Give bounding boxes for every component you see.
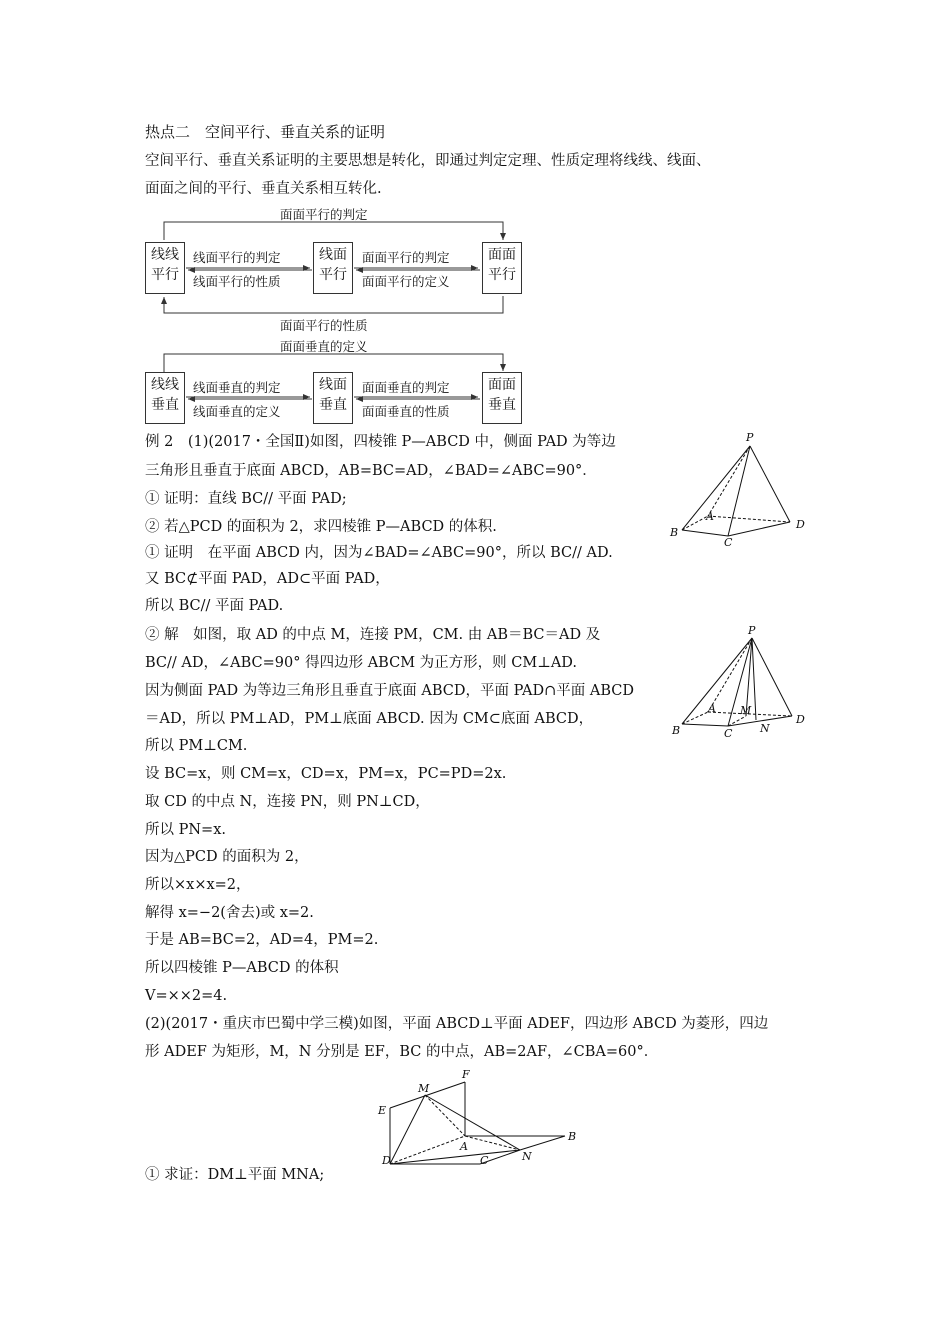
text-line-16: 因为△PCD 的面积为 2， <box>145 849 309 865</box>
text-line-19: 于是 AB=BC=2，AD=4，PM=2. <box>145 932 379 948</box>
fig3-label-m: M <box>418 1082 430 1095</box>
box-plane-plane-parallel: 面面 平行 <box>482 242 522 294</box>
text-line-1: 例 2 (1)(2017・全国Ⅱ)如图，四棱锥 P—ABCD 中，侧面 PAD 为等边 <box>145 434 616 450</box>
text-line-10: 因为侧面 PAD 为等边三角形且垂直于底面 ABCD，平面 PAD∩平面 ABCD <box>145 683 634 699</box>
fig1-label-p: P <box>746 431 754 444</box>
parallel-right-bottom: 面面平行的定义 <box>362 274 450 289</box>
parallel-left-bottom: 线面平行的性质 <box>193 274 281 289</box>
fig2-label-p: P <box>748 624 756 637</box>
perp-right-top: 面面垂直的判定 <box>362 380 450 395</box>
figure-pyramid-2 <box>660 622 820 742</box>
text-line-6: 又 BC⊄平面 PAD，AD⊂平面 PAD， <box>145 571 390 587</box>
box-line-line-perp: 线线 垂直 <box>145 372 185 424</box>
figure-pyramid-1 <box>660 428 820 548</box>
perp-left-bottom: 线面垂直的定义 <box>193 404 281 419</box>
fig1-label-b: B <box>670 526 679 539</box>
box-line-line-parallel: 线线 平行 <box>145 242 185 294</box>
fig2-label-b: B <box>672 724 681 737</box>
fig2-label-d: D <box>796 713 805 726</box>
text-line-13: 设 BC=x，则 CM=x，CD=x，PM=x，PC=PD=2x. <box>145 766 507 782</box>
perp-right-bottom: 面面垂直的性质 <box>362 404 450 419</box>
fig3-label-a: A <box>460 1140 468 1153</box>
fig3-label-e: E <box>378 1104 387 1117</box>
text-line-20: 所以四棱锥 P—ABCD 的体积 <box>145 960 339 976</box>
text-line-11: ＝AD，所以 PM⊥AD，PM⊥底面 ABCD. 因为 CM⊂底面 ABCD， <box>145 711 594 727</box>
fig2-label-a: A <box>708 702 716 715</box>
fig3-label-f: F <box>462 1068 470 1081</box>
text-line-last: ① 求证：DM⊥平面 MNA; <box>145 1167 325 1183</box>
text-line-14: 取 CD 的中点 N，连接 PN，则 PN⊥CD， <box>145 794 430 810</box>
fig3-label-b: B <box>568 1130 577 1143</box>
fig1-label-d: D <box>796 518 805 531</box>
text-line-7: 所以 BC// 平面 PAD. <box>145 598 284 614</box>
text-line-3: ① 证明：直线 BC// 平面 PAD; <box>145 491 347 507</box>
fig3-label-c: C <box>480 1154 489 1167</box>
text-line-17: 所以×x×x=2， <box>145 877 251 893</box>
fig3-label-n: N <box>522 1150 532 1163</box>
text-line-18: 解得 x=−2(舍去)或 x=2. <box>145 905 314 921</box>
section-heading: 热点二 空间平行、垂直关系的证明 <box>145 123 386 141</box>
box-line-plane-perp: 线面 垂直 <box>313 372 353 424</box>
intro-line-1: 空间平行、垂直关系证明的主要思想是转化，即通过判定定理、性质定理将线线、线面、 <box>145 153 711 169</box>
perp-left-top: 线面垂直的判定 <box>193 380 281 395</box>
intro-line-2: 面面之间的平行、垂直关系相互转化. <box>145 181 382 197</box>
fig1-label-a: A <box>706 510 714 523</box>
fig3-label-d: D <box>382 1154 391 1167</box>
fig2-label-n: N <box>760 722 770 735</box>
parallel-top-label: 面面平行的判定 <box>280 207 368 222</box>
box-line-plane-parallel: 线面 平行 <box>313 242 353 294</box>
text-line-8: ② 解 如图，取 AD 的中点 M，连接 PM，CM. 由 AB＝BC＝AD 及 <box>145 627 601 643</box>
text-line-9: BC// AD，∠ABC=90° 得四边形 ABCM 为正方形，则 CM⊥AD. <box>145 655 578 671</box>
text-line-15: 所以 PN=x. <box>145 822 226 838</box>
perp-top-label: 面面垂直的定义 <box>280 339 368 354</box>
text-line-12: 所以 PM⊥CM. <box>145 738 248 754</box>
text-line-23: 形 ADEF 为矩形，M，N 分别是 EF，BC 的中点，AB=2AF，∠CBA=60°． <box>145 1044 659 1060</box>
text-line-5: ① 证明 在平面 ABCD 内，因为∠BAD=∠ABC=90°，所以 BC// AD. <box>145 545 613 561</box>
parallel-bottom-label: 面面平行的性质 <box>280 318 368 333</box>
figure-planes <box>370 1068 590 1168</box>
parallel-left-top: 线面平行的判定 <box>193 250 281 265</box>
box-plane-plane-perp: 面面 垂直 <box>482 372 522 424</box>
text-line-21: V=××2=4. <box>145 988 228 1004</box>
fig2-label-c: C <box>724 727 733 740</box>
text-line-4: ② 若△PCD 的面积为 2，求四棱锥 P—ABCD 的体积. <box>145 519 497 535</box>
fig1-label-c: C <box>724 536 733 548</box>
parallel-right-top: 面面平行的判定 <box>362 250 450 265</box>
text-line-22: (2)(2017・重庆市巴蜀中学三模)如图，平面 ABCD⊥平面 ADEF，四边形 ABCD 为菱形，四边 <box>145 1016 769 1032</box>
fig2-label-m: M <box>740 704 752 717</box>
text-line-2: 三角形且垂直于底面 ABCD，AB=BC=AD，∠BAD=∠ABC=90°． <box>145 463 597 479</box>
